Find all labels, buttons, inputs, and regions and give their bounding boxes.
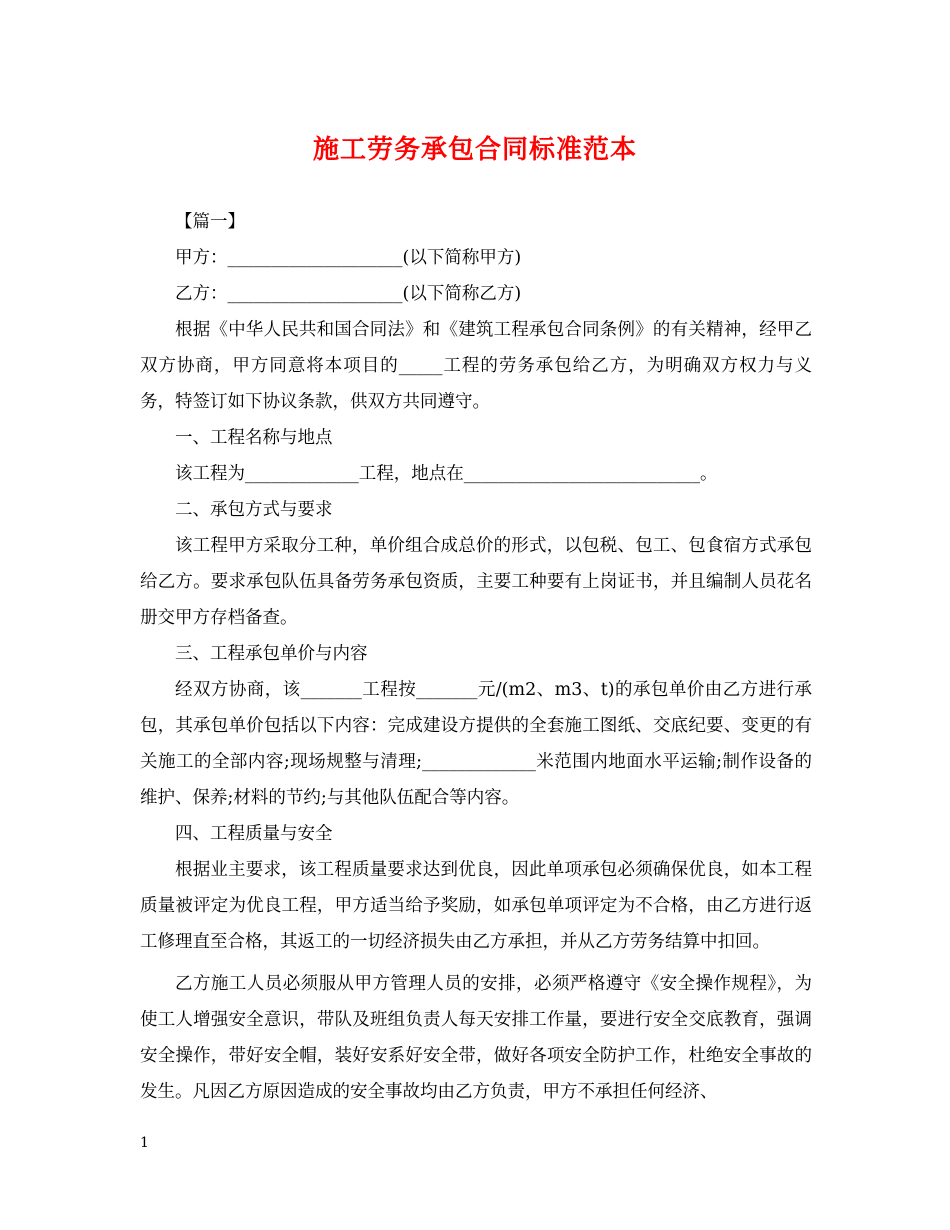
heading-project-name-location: 一、工程名称与地点	[175, 428, 333, 448]
heading-contract-method: 二、承包方式与要求	[175, 500, 333, 520]
party-a-line: 甲方：____________________(以下简称甲方)	[175, 248, 522, 268]
preamble-paragraph: 根据《中华人民共和国合同法》和《建筑工程承包合同条例》的有关精神，经甲乙双方协商，甲方同意将本项目的_____工程的劳务承包给乙方，为明确双方权力与义务，特签订如下协议条款，供双方共同遵守。	[140, 320, 812, 412]
document-title: 施工劳务承包合同标准范本	[312, 135, 637, 165]
quality-paragraph: 根据业主要求，该工程质量要求达到优良，因此单项承包必须确保优良，如本工程质量被评定为优良工程，甲方适当给予奖励，如承包单项评定为不合格，由乙方进行返工修理直至合格，其返工的一切经济损失由乙方承担，并从乙方劳务结算中扣回。	[140, 860, 812, 952]
project-name-location-paragraph: 该工程为_____________工程，地点在___________________________。	[175, 464, 718, 484]
party-b-line: 乙方：____________________(以下简称乙方)	[175, 284, 522, 304]
heading-quality-safety: 四、工程质量与安全	[175, 824, 333, 844]
safety-paragraph: 乙方施工人员必须服从甲方管理人员的安排，必须严格遵守《安全操作规程》，为使工人增强安全意识，带队及班组负责人每天安排工作量，要进行安全交底教育，强调安全操作，带好安全帽，装好安系好安全带，做好各项安全防护工作，杜绝安全事故的发生。凡因乙方原因造成的安全事故均由乙方负责，甲方不承担任何经济、	[140, 974, 812, 1102]
section-label: 【篇一】	[175, 212, 245, 232]
unit-price-paragraph: 经双方协商，该_______工程按_______元/(m2、m3、t)的承包单价由乙方进行承包，其承包单价包括以下内容：完成建设方提供的全套施工图纸、交底纪要、变更的有关施工的全部内容;现场规整与清理;_____________米范围内地面水平运输;制作设备的维护、保养;材料的节约;与其他队伍配合等内容。	[140, 680, 812, 808]
page-number: 1	[140, 1135, 149, 1151]
heading-unit-price: 三、工程承包单价与内容	[175, 644, 368, 664]
contract-method-paragraph: 该工程甲方采取分工种，单价组合成总价的形式，以包税、包工、包食宿方式承包给乙方。要求承包队伍具备劳务承包资质，主要工种要有上岗证书，并且编制人员花名册交甲方存档备查。	[140, 536, 812, 628]
document-body	[140, 204, 812, 1110]
